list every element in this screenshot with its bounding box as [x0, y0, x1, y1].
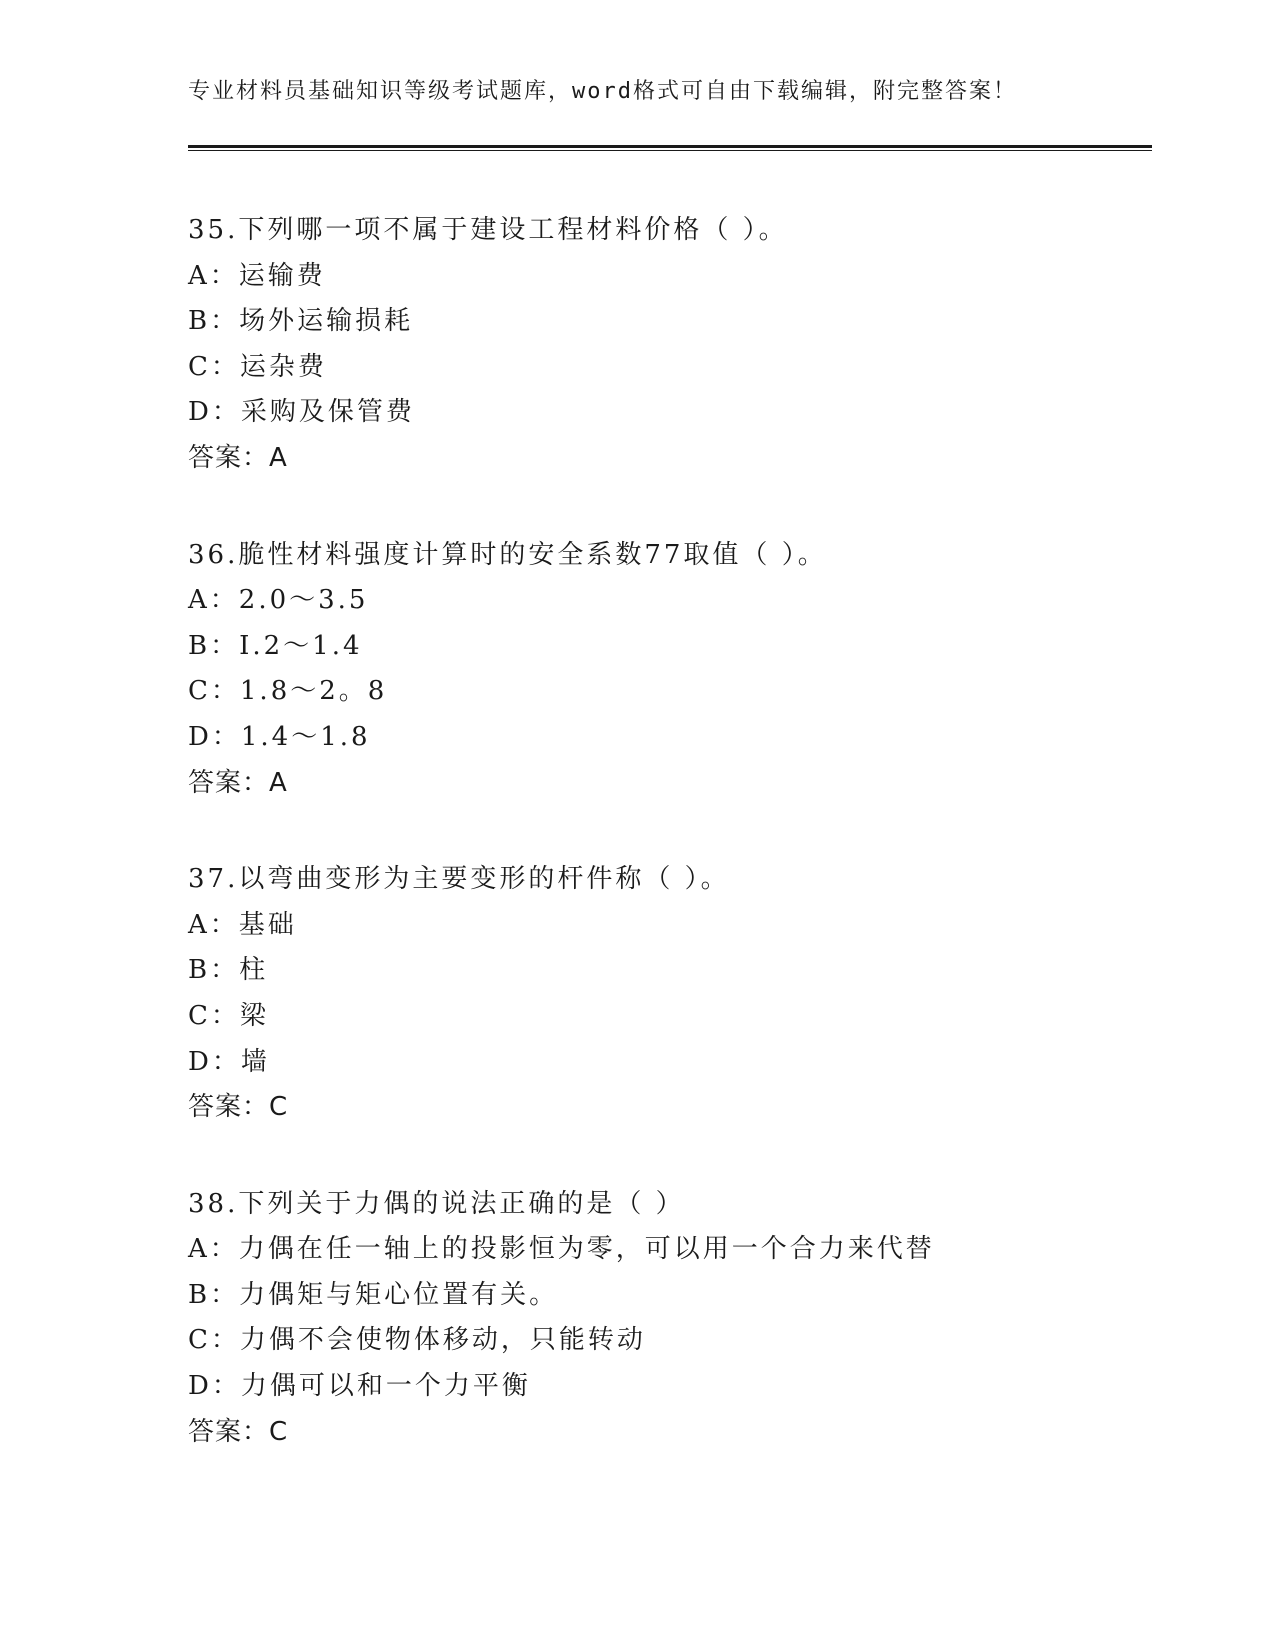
- option-c: C：梁: [188, 1000, 269, 1031]
- question-stem: 35.下列哪一项不属于建设工程材料价格（ ）。: [188, 215, 788, 245]
- header-divider-thin: [188, 150, 1152, 151]
- question-list: [188, 208, 1148, 1506]
- question-36: [188, 533, 1148, 807]
- answer: 答案：C: [188, 1416, 289, 1447]
- option-d: D：1.4～1.8: [188, 721, 371, 752]
- option-b: B：力偶矩与矩心位置有关。: [188, 1279, 559, 1310]
- page-header: 专业材料员基础知识等级考试题库，word格式可自由下载编辑，附完整答案！: [188, 79, 1017, 104]
- header-divider-thick: [188, 145, 1152, 148]
- option-a: A：2.0～3.5: [188, 585, 369, 616]
- option-d: D：力偶可以和一个力平衡: [188, 1371, 531, 1402]
- answer: 答案：A: [188, 442, 288, 473]
- question-37: [188, 857, 1148, 1131]
- option-c: C：运杂费: [188, 351, 327, 382]
- option-b: B：I.2～1.4: [188, 630, 363, 661]
- option-a: A：基础: [188, 909, 297, 940]
- question-stem: 38.下列关于力偶的说法正确的是（ ）: [188, 1188, 685, 1219]
- option-d: D：采购及保管费: [188, 397, 415, 428]
- option-a: A：运输费: [188, 260, 326, 291]
- option-c: C：力偶不会使物体移动，只能转动: [188, 1325, 646, 1356]
- option-d: D：墙: [188, 1046, 270, 1077]
- question-stem: 36.脆性材料强度计算时的安全系数77取值（ ）。: [188, 539, 827, 570]
- answer: 答案：A: [188, 767, 288, 798]
- question-stem: 37.以弯曲变形为主要变形的杆件称（ ）。: [188, 864, 730, 895]
- answer: 答案：C: [188, 1092, 289, 1123]
- option-c: C：1.8～2。8: [188, 676, 388, 707]
- question-38: [188, 1182, 1148, 1456]
- option-b: B：场外运输损耗: [188, 306, 414, 337]
- question-35: [188, 208, 1148, 482]
- option-a: A：力偶在任一轴上的投影恒为零，可以用一个合力来代替: [188, 1234, 935, 1265]
- option-b: B：柱: [188, 955, 269, 986]
